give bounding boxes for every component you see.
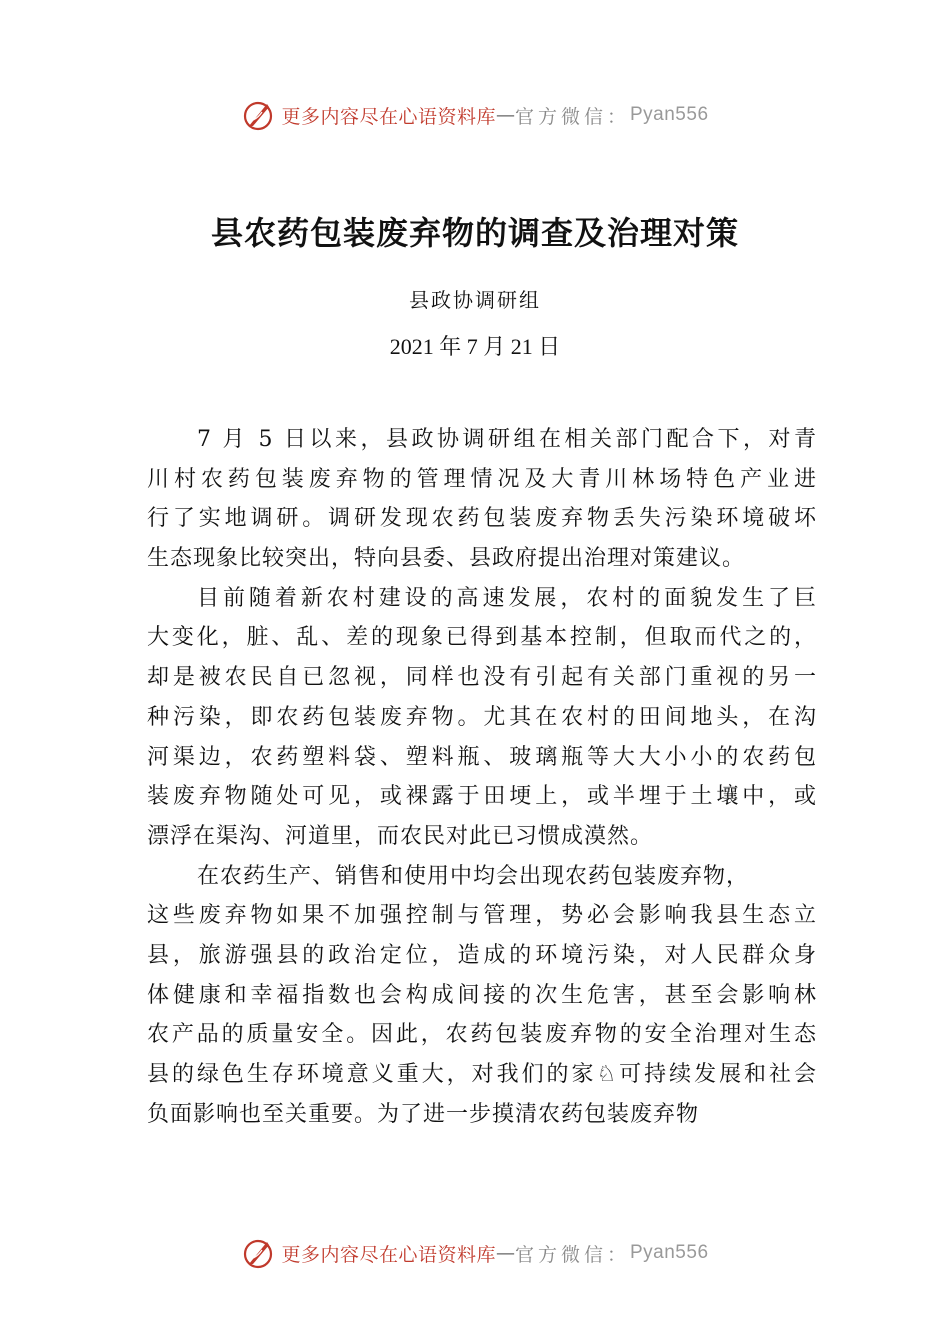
body-line: 漂浮在渠沟、河道里，而农民对此已习惯成漠然。 (147, 823, 654, 849)
watermark-brand: 更多内容尽在心语资料库 (281, 105, 496, 128)
body-line: 大变化，脏、乱、差的现象已得到基本控制，但取而代之的， (147, 625, 817, 651)
body-line: 农产品的质量安全。因此，农药包装废弃物的安全治理对生态 (147, 1022, 817, 1048)
watermark-dash: — (495, 1242, 515, 1264)
watermark-wechat-id: Pyan556 (630, 104, 709, 125)
footer-watermark (0, 1233, 950, 1273)
body-line: 种污染，即农药包装废弃物。尤其在农村的田间地头，在沟 (147, 704, 817, 730)
body-line: 目前随着新农村建设的高速发展，农村的面貌发生了巨 (197, 585, 817, 611)
watermark-dash: — (495, 104, 515, 126)
body-line: 河渠边，农药塑料袋、塑料瓶、玻璃瓶等大大小小的农药包 (147, 744, 817, 770)
body-line: 却是被农民自已忽视，同样也没有引起有关部门重视的另一 (147, 665, 817, 691)
body-line: 行了实地调研。调研发现农药包装废弃物丢失污染环境破坏 (147, 506, 817, 532)
body-line: 装废弃物随处可见，或裸露于田埂上，或半埋于土壤中，或 (147, 784, 817, 810)
body-line: 7 月 5 日以来，县政协调研组在相关部门配合下，对青 (197, 427, 817, 452)
watermark-wechat-id: Pyan556 (630, 1242, 709, 1263)
document-author: 县政协调研组 (409, 288, 541, 312)
body-line: 体健康和幸福指数也会构成间接的次生危害，甚至会影响林 (147, 982, 817, 1008)
header-watermark (0, 95, 950, 135)
document-title: 县农药包装废弃物的调查及治理对策 (210, 214, 739, 252)
body-line: 负面影响也至关重要。为了进一步摸清农药包装废弃物 (147, 1101, 700, 1127)
document-body (147, 420, 817, 1134)
body-line: 在农药生产、销售和使用中均会出现农药包装废弃物， (197, 863, 750, 889)
body-line: 县，旅游强县的政治定位，造成的环境污染，对人民群众身 (147, 942, 817, 968)
watermark-brand: 更多内容尽在心语资料库 (281, 1243, 496, 1266)
watermark-wechat-label: 官方微信： (514, 1243, 630, 1266)
quill-logo-icon (241, 98, 275, 132)
document-date: 2021 年 7 月 21 日 (389, 334, 561, 359)
body-line: 这些废弃物如果不加强控制与管理，势必会影响我县生态立 (147, 903, 817, 929)
body-line: 县的绿色生存环境意义重大，对我们的家♘可持续发展和社会 (147, 1062, 817, 1087)
quill-logo-icon (241, 1236, 275, 1270)
watermark-wechat-label: 官方微信： (514, 105, 630, 128)
body-line: 生态现象比较突出，特向县委、县政府提出治理对策建议。 (147, 546, 746, 572)
body-line: 川村农药包装废弃物的管理情况及大青川林场特色产业进 (147, 466, 817, 492)
